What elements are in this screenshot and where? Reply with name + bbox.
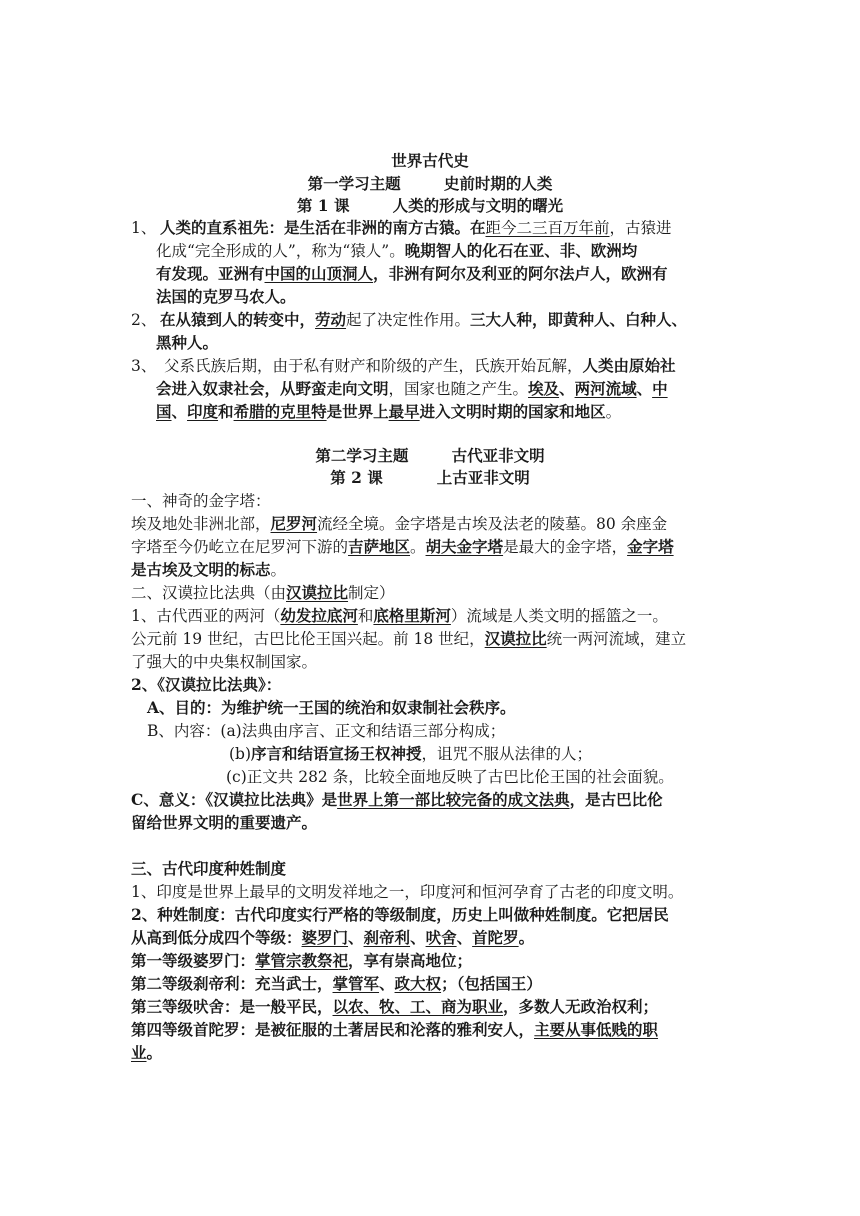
caste-level-1: 第一等级婆罗门：掌管宗教祭祀，享有崇高地位； xyxy=(131,951,473,970)
caste-level-4-line-2: 业。 xyxy=(131,1043,163,1062)
list-item-2-line-2: 黑种人。 xyxy=(156,333,219,352)
section2-line-2: 公元前 19 世纪，古巴比伦王国兴起。前 18 世纪，汉谟拉比统一两河流域，建立 xyxy=(131,629,687,648)
list-item-1-line-3: 有发现。亚洲有中国的山顶洞人，非洲有阿尔及利亚的阿尔法卢人，欧洲有 xyxy=(156,264,668,283)
code-content-c: (c)正文共 282 条，比较全面地反映了古巴比伦王国的社会面貌。 xyxy=(226,768,674,786)
section1-line-2: 字塔至今仍屹立在尼罗河下游的吉萨地区。胡夫金字塔是最大的金字塔，金字塔 xyxy=(131,537,674,556)
caste-level-4-line-1: 第四等级首陀罗：是被征服的土著居民和沦落的雅利安人，主要从事低贱的职 xyxy=(131,1020,659,1039)
section2-code-heading: 2、《汉谟拉比法典》： xyxy=(131,675,282,694)
list-item-3-line-1: 父系氏族后期，由于私有财产和阶级的产生，氏族开始瓦解，人类由原始社 xyxy=(164,356,676,375)
list-item-2-line-1: 在从猿到人的转变中，劳动起了决定性作用。三大人种，即黄种人、白种人、 xyxy=(160,310,688,329)
section1-heading: 一、神奇的金字塔： xyxy=(131,492,271,510)
section1-line-1: 埃及地处非洲北部，尼罗河流经全境。金字塔是古埃及法老的陵墓。80 余座金 xyxy=(131,514,668,533)
section3-line-3: 从高到低分成四个等级：婆罗门、刹帝利、吠舍、首陀罗。 xyxy=(131,928,535,947)
theme1-title: 第一学习主题 史前时期的人类 xyxy=(307,174,553,193)
list-item-3-line-3: 国、印度和希腊的克里特是世界上最早进入文明时期的国家和地区。 xyxy=(156,402,622,421)
code-content-b: (b)序言和结语宣扬王权神授，诅咒不服从法律的人； xyxy=(229,744,593,763)
list-item-1-line-4: 法国的克罗马农人。 xyxy=(156,287,296,306)
list-item-3-line-2: 会进入奴隶社会，从野蛮走向文明，国家也随之产生。埃及、两河流域、中 xyxy=(156,379,668,398)
section2-heading: 二、汉谟拉比法典（由汉谟拉比制定） xyxy=(131,583,395,602)
section3-line-1: 1、印度是世界上最早的文明发祥地之一，印度河和恒河孕育了古老的印度文明。 xyxy=(131,883,684,901)
code-significance-line-1: C、意义：《汉谟拉比法典》是世界上第一部比较完备的成文法典，是古巴比伦 xyxy=(131,790,663,809)
lesson2-title: 第 2 课 上古亚非文明 xyxy=(330,468,530,487)
lesson1-title: 第 1 课 人类的形成与文明的曙光 xyxy=(296,196,564,215)
list-number-3: 3、 xyxy=(131,357,157,375)
section2-line-1: 1、古代西亚的两河（幼发拉底河和底格里斯河）流域是人类文明的摇篮之一。 xyxy=(131,606,668,625)
theme2-title: 第二学习主题 古代亚非文明 xyxy=(315,446,545,465)
caste-level-3: 第三等级吠舍：是一般平民，以农、牧、工、商为职业，多数人无政治权利； xyxy=(131,997,659,1016)
section2-line-3: 了强大的中央集权制国家。 xyxy=(131,653,318,671)
caste-level-2: 第二等级刹帝利：充当武士，掌管军、政大权；（包括国王） xyxy=(131,974,542,993)
code-significance-line-2: 留给世界文明的重要遗产。 xyxy=(131,813,318,832)
section1-line-3: 是古埃及文明的标志。 xyxy=(131,560,287,579)
main-title: 世界古代史 xyxy=(391,151,469,170)
list-item-1-line-2: 化成“完全形成的人”，称为“猿人”。晚期智人的化石在亚、非、欧洲均 xyxy=(156,241,638,260)
code-purpose: A、目的：为维护统一王国的统治和奴隶制社会秩序。 xyxy=(147,698,516,717)
list-item-1-line-1: 人类的直系祖先：是生活在非洲的南方古猿。在距今二三百万年前，古猿进 xyxy=(160,218,672,237)
section3-line-2: 2、种姓制度：古代印度实行严格的等级制度，历史上叫做种姓制度。它把居民 xyxy=(131,905,669,924)
list-number-1: 1、 xyxy=(131,219,157,237)
list-number-2: 2、 xyxy=(131,311,157,329)
code-content-a: B、内容：(a)法典由序言、正文和结语三部分构成； xyxy=(147,722,506,740)
section3-heading: 三、古代印度种姓制度 xyxy=(131,859,287,878)
